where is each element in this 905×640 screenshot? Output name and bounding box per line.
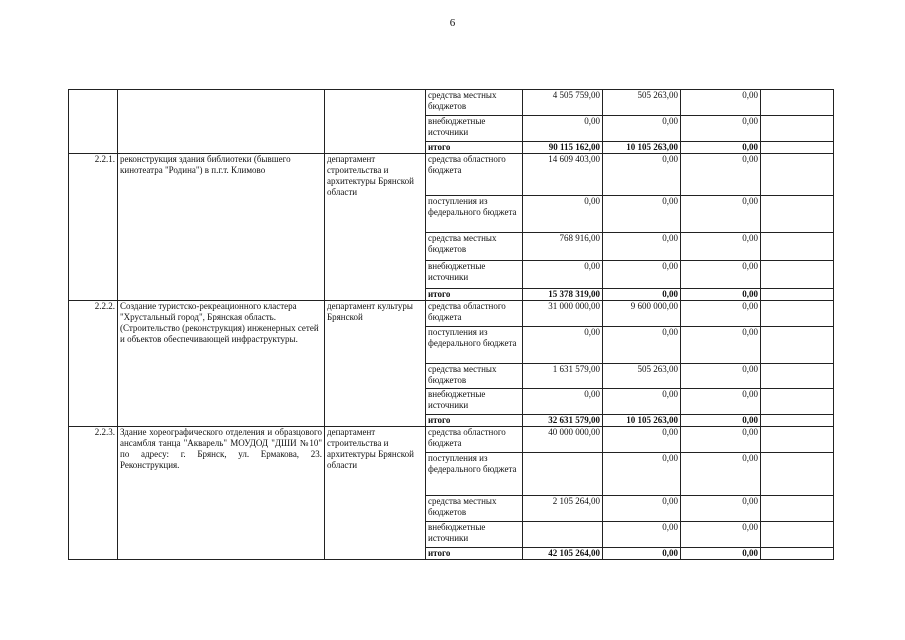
amount-col-2: 0,00 bbox=[603, 261, 681, 289]
empty-cell bbox=[761, 327, 834, 364]
amount-col-1 bbox=[523, 522, 603, 548]
amount-col-1: 0,00 bbox=[523, 389, 603, 415]
amount-col-3: 0,00 bbox=[681, 154, 761, 196]
item-number: 2.2.3. bbox=[69, 427, 118, 560]
empty-cell bbox=[761, 196, 834, 233]
amount-col-2: 9 600 000,00 bbox=[603, 301, 681, 327]
empty-cell bbox=[761, 522, 834, 548]
item-description: Здание хореографического отделения и образцового ансамбля танца "Акварель" МОУДОД "ДШИ №10" по адресу: г. Брянск, ул. Ермакова, 23. Реконструкция. bbox=[118, 427, 325, 560]
amount-col-2: 0,00 bbox=[603, 116, 681, 142]
amount-col-2: 0,00 bbox=[603, 154, 681, 196]
amount-col-3: 0,00 bbox=[681, 364, 761, 389]
empty-cell bbox=[761, 261, 834, 289]
amount-col-2: 10 105 263,00 bbox=[603, 142, 681, 154]
amount-col-2: 0,00 bbox=[603, 233, 681, 261]
empty-cell bbox=[761, 548, 834, 560]
amount-col-2: 505 263,00 bbox=[603, 90, 681, 116]
funding-source: внебюджетные источники bbox=[426, 522, 523, 548]
funding-source: внебюджетные источники bbox=[426, 389, 523, 415]
amount-col-3: 0,00 bbox=[681, 548, 761, 560]
amount-col-3: 0,00 bbox=[681, 415, 761, 427]
amount-col-1: 42 105 264,00 bbox=[523, 548, 603, 560]
page-number: 6 bbox=[449, 17, 456, 29]
amount-col-1: 15 378 319,00 bbox=[523, 289, 603, 301]
table-row bbox=[69, 427, 834, 453]
empty-cell bbox=[761, 90, 834, 116]
empty-cell bbox=[761, 389, 834, 415]
funding-source: средства областного бюджета bbox=[426, 427, 523, 453]
empty-cell bbox=[761, 154, 834, 196]
amount-col-2: 0,00 bbox=[603, 196, 681, 233]
cell-dept bbox=[325, 90, 426, 154]
funding-source: поступления из федерального бюджета bbox=[426, 327, 523, 364]
total-label: итого bbox=[426, 142, 523, 154]
responsible-department: департамент строительства и архитектуры Брянской области bbox=[325, 427, 426, 560]
amount-col-1: 0,00 bbox=[523, 327, 603, 364]
amount-col-1: 0,00 bbox=[523, 196, 603, 233]
amount-col-3: 0,00 bbox=[681, 261, 761, 289]
amount-col-2: 0,00 bbox=[603, 389, 681, 415]
amount-col-1: 32 631 579,00 bbox=[523, 415, 603, 427]
amount-col-2: 0,00 bbox=[603, 496, 681, 522]
amount-col-1: 0,00 bbox=[523, 261, 603, 289]
empty-cell bbox=[761, 142, 834, 154]
empty-cell bbox=[761, 116, 834, 142]
amount-col-2: 0,00 bbox=[603, 548, 681, 560]
amount-col-1 bbox=[523, 453, 603, 496]
total-label: итого bbox=[426, 289, 523, 301]
item-number: 2.2.2. bbox=[69, 301, 118, 427]
amount-col-1: 4 505 759,00 bbox=[523, 90, 603, 116]
empty-cell bbox=[761, 301, 834, 327]
amount-col-2: 505 263,00 bbox=[603, 364, 681, 389]
amount-col-3: 0,00 bbox=[681, 453, 761, 496]
empty-cell bbox=[761, 364, 834, 389]
item-description: Создание туристско-рекреационного кластера "Хрустальный город", Брянская область. (Строительство (реконструкция) инженерных сетей и объектов обеспечивающей инфраструктуры. bbox=[118, 301, 325, 427]
funding-source: средства областного бюджета bbox=[426, 301, 523, 327]
empty-cell bbox=[761, 453, 834, 496]
amount-col-2: 0,00 bbox=[603, 427, 681, 453]
funding-source: внебюджетные источники bbox=[426, 261, 523, 289]
budget-table bbox=[68, 89, 834, 560]
table-row bbox=[69, 90, 834, 116]
cell-desc bbox=[118, 90, 325, 154]
amount-col-1: 40 000 000,00 bbox=[523, 427, 603, 453]
funding-source: средства местных бюджетов bbox=[426, 496, 523, 522]
amount-col-3: 0,00 bbox=[681, 327, 761, 364]
amount-col-3: 0,00 bbox=[681, 496, 761, 522]
funding-source: поступления из федерального бюджета bbox=[426, 196, 523, 233]
amount-col-3: 0,00 bbox=[681, 142, 761, 154]
table-row bbox=[69, 301, 834, 327]
item-description: реконструкция здания библиотеки (бывшего кинотеатра "Родина") в п.г.т. Климово bbox=[118, 154, 325, 301]
amount-col-1: 768 916,00 bbox=[523, 233, 603, 261]
funding-source: внебюджетные источники bbox=[426, 116, 523, 142]
amount-col-1: 2 105 264,00 bbox=[523, 496, 603, 522]
empty-cell bbox=[761, 496, 834, 522]
funding-source: средства местных бюджетов bbox=[426, 233, 523, 261]
amount-col-2: 10 105 263,00 bbox=[603, 415, 681, 427]
empty-cell bbox=[761, 233, 834, 261]
table-row bbox=[69, 154, 834, 196]
amount-col-3: 0,00 bbox=[681, 289, 761, 301]
amount-col-3: 0,00 bbox=[681, 389, 761, 415]
funding-source: средства областного бюджета bbox=[426, 154, 523, 196]
item-number: 2.2.1. bbox=[69, 154, 118, 301]
amount-col-2: 0,00 bbox=[603, 522, 681, 548]
funding-source: средства местных бюджетов bbox=[426, 364, 523, 389]
amount-col-3: 0,00 bbox=[681, 427, 761, 453]
empty-cell bbox=[761, 427, 834, 453]
funding-source: поступления из федерального бюджета bbox=[426, 453, 523, 496]
amount-col-2: 0,00 bbox=[603, 289, 681, 301]
amount-col-3: 0,00 bbox=[681, 196, 761, 233]
amount-col-1: 0,00 bbox=[523, 116, 603, 142]
responsible-department: департамент культуры Брянской bbox=[325, 301, 426, 427]
amount-col-3: 0,00 bbox=[681, 301, 761, 327]
amount-col-3: 0,00 bbox=[681, 116, 761, 142]
empty-cell bbox=[761, 289, 834, 301]
amount-col-1: 31 000 000,00 bbox=[523, 301, 603, 327]
responsible-department: департамент строительства и архитектуры Брянской области bbox=[325, 154, 426, 301]
amount-col-1: 14 609 403,00 bbox=[523, 154, 603, 196]
amount-col-3: 0,00 bbox=[681, 233, 761, 261]
amount-col-1: 90 115 162,00 bbox=[523, 142, 603, 154]
amount-col-1: 1 631 579,00 bbox=[523, 364, 603, 389]
funding-source: средства местных бюджетов bbox=[426, 90, 523, 116]
amount-col-2: 0,00 bbox=[603, 327, 681, 364]
cell-num bbox=[69, 90, 118, 154]
empty-cell bbox=[761, 415, 834, 427]
amount-col-2: 0,00 bbox=[603, 453, 681, 496]
amount-col-3: 0,00 bbox=[681, 522, 761, 548]
amount-col-3: 0,00 bbox=[681, 90, 761, 116]
total-label: итого bbox=[426, 415, 523, 427]
total-label: итого bbox=[426, 548, 523, 560]
